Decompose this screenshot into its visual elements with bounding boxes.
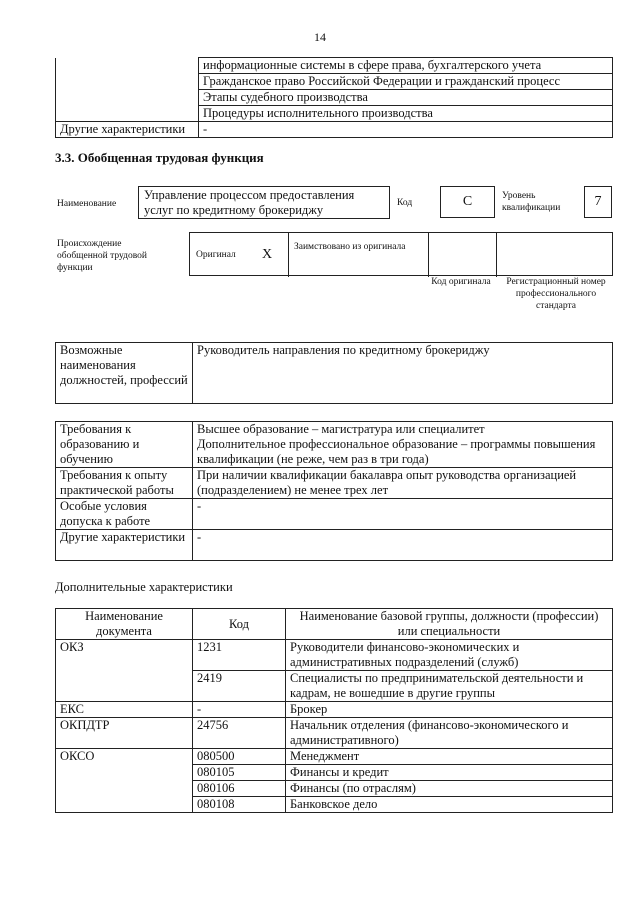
level-value: 7 [584, 186, 612, 218]
requirement-label: Требования к опыту практической работы [56, 468, 193, 499]
requirement-label: Особые условия допуска к работе [56, 499, 193, 530]
requirement-line: Дополнительное профессиональное образование – программы повышения квалификации (не реже, чем раз в три года) [197, 437, 596, 466]
doc-cell: ОКЗ [56, 640, 193, 702]
code-cell: 080105 [193, 765, 286, 781]
code-value: C [440, 186, 495, 218]
requirement-value: - [193, 499, 613, 530]
requirements-table [55, 421, 613, 561]
table-cell: информационные системы в сфере права, бухгалтерского учета [199, 58, 613, 74]
name-cell: Финансы (по отраслям) [286, 781, 613, 797]
table-cell: Этапы судебного производства [199, 90, 613, 106]
code-cell: 24756 [193, 718, 286, 749]
requirement-line: Высшее образование – магистратура или специалитет [197, 422, 485, 436]
name-cell: Менеджмент [286, 749, 613, 765]
doc-cell: ОКПДТР [56, 718, 193, 749]
code-cell: 2419 [193, 671, 286, 702]
positions-label: Возможные наименования должностей, профессий [56, 343, 193, 404]
table-cell: Процедуры исполнительного производства [199, 106, 613, 122]
header-name: Наименование базовой группы, должности (профессии) или специальности [286, 609, 613, 640]
table-row [56, 718, 613, 749]
reg-number-caption: Регистрационный номер профессионального стандарта [506, 277, 606, 311]
code-cell: 080108 [193, 797, 286, 813]
origin-label: Происхождение обобщенной трудовой функции [57, 239, 147, 273]
header-code: Код [193, 609, 286, 640]
name-cell: Специалисты по предпринимательской деятельности и кадрам, не вошедшие в другие группы [286, 671, 613, 702]
extra-table [55, 608, 613, 813]
page-number: 14 [314, 30, 326, 44]
requirement-label: Требования к образованию и обучению [56, 422, 193, 468]
table-row [56, 749, 613, 765]
table-cell-left [56, 58, 199, 122]
divider [428, 233, 429, 277]
positions-value: Руководитель направления по кредитному брокериджу [193, 343, 613, 404]
table-row [56, 640, 613, 671]
divider [288, 233, 289, 277]
name-cell: Финансы и кредит [286, 765, 613, 781]
original-mark: X [262, 247, 273, 262]
table-row [56, 343, 613, 404]
knowledge-table-continued [55, 57, 613, 138]
header-doc: Наименование документа [56, 609, 193, 640]
code-cell: 1231 [193, 640, 286, 671]
doc-cell: ЕКС [56, 702, 193, 718]
table-row [56, 499, 613, 530]
requirement-value: При наличии квалификации бакалавра опыт руководства организацией (подразделением) не менее трех лет [193, 468, 613, 499]
table-cell-label: Другие характеристики [56, 122, 199, 138]
name-cell: Начальник отделения (финансово-экономического и административного) [286, 718, 613, 749]
requirement-value: - [193, 530, 613, 561]
code-cell: 080500 [193, 749, 286, 765]
name-value: Управление процессом предоставления услуг по кредитному брокериджу [138, 186, 390, 219]
origin-box [189, 232, 613, 276]
table-row [56, 468, 613, 499]
name-cell: Руководители финансово-экономических и административных подразделений (служб) [286, 640, 613, 671]
extra-title: Дополнительные характеристики [55, 580, 233, 594]
table-row [56, 122, 613, 138]
table-row [56, 422, 613, 468]
table-header-row [56, 609, 613, 640]
code-original-caption: Код оригинала [431, 277, 491, 287]
code-label: Код [397, 198, 413, 208]
code-cell: - [193, 702, 286, 718]
table-cell: Гражданское право Российской Федерации и гражданский процесс [199, 74, 613, 90]
divider [496, 233, 497, 277]
positions-table [55, 342, 613, 404]
table-cell: - [199, 122, 613, 138]
borrowed-label: Заимствовано из оригинала [294, 242, 406, 252]
name-cell: Банковское дело [286, 797, 613, 813]
doc-cell: ОКСО [56, 749, 193, 813]
table-row [56, 702, 613, 718]
level-label: Уровень квалификации [502, 191, 561, 213]
requirement-label: Другие характеристики [56, 530, 193, 561]
requirement-value [193, 422, 613, 468]
code-cell: 080106 [193, 781, 286, 797]
table-row [56, 530, 613, 561]
name-cell: Брокер [286, 702, 613, 718]
original-label: Оригинал [196, 250, 236, 260]
section-title: 3.3. Обобщенная трудовая функция [55, 150, 264, 165]
table-row [56, 58, 613, 74]
name-label: Наименование [57, 199, 117, 209]
